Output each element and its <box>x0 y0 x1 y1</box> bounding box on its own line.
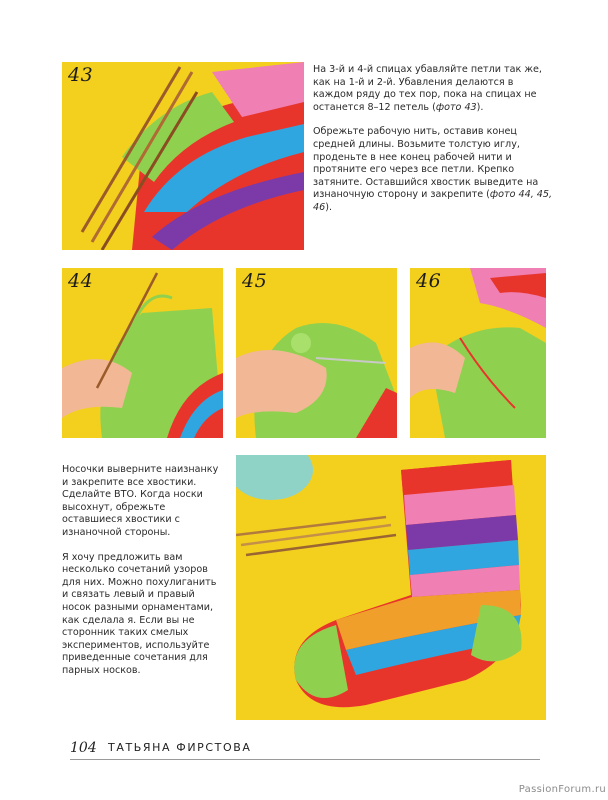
photo-45 <box>236 268 397 438</box>
photo-46-number: 46 <box>416 270 442 292</box>
photo-44-number: 44 <box>68 270 94 292</box>
photo-43 <box>62 62 304 250</box>
page-number: 104 <box>70 740 97 756</box>
photo-45-number: 45 <box>242 270 268 292</box>
photo-45-image <box>236 268 397 438</box>
pattern-suggestion-paragraph: Я хочу предложить вам несколько сочетаний узоров для них. Можно похулиганить и связать левый и правый носок разными орнаментами, как сделала я. Если вы не сторонник таких смелых экспериментов, используйте приведенные сочетания для парных носков. <box>62 551 217 676</box>
photo-44-image <box>62 268 223 438</box>
finishing-paragraph: Носочки выверните наизнанку и закрепите все хвостики. Сделайте ВТО. Когда носки высохнут, обрежьте оставшиеся хвостики с изнаночной стороны. <box>62 464 219 538</box>
watermark: PassionForum.ru <box>518 784 606 795</box>
finished-sock-photo <box>236 455 546 720</box>
finished-sock-image <box>236 455 546 720</box>
photo-43-number: 43 <box>68 64 94 86</box>
photo-46-image <box>410 268 546 438</box>
footer-divider <box>70 759 540 760</box>
photo-reference: фото 44, 45, 46 <box>313 189 553 213</box>
instruction-paragraph-2: Обрежьте рабочую нить, оставив конец средней длины. Возьмите толстую иглу, проденьте в нее конец рабочей нити и протяните его через все петли. Крепко затяните. Оставшийся хвостик выведите на изнаночную сторону и закрепите (фото 44, 45, 46). <box>313 126 553 213</box>
photo-43-image <box>62 62 304 250</box>
author-name: ТАТЬЯНА ФИРСТОВА <box>108 741 252 754</box>
instructions-top <box>313 64 553 227</box>
instructions-bottom <box>62 464 222 690</box>
photo-reference: фото 43 <box>435 101 477 113</box>
photo-46 <box>410 268 546 438</box>
instruction-paragraph-1: На 3-й и 4-й спицах убавляйте петли так же, как на 1-й и 2-й. Убавления делаются в каждом ряду до тех пор, пока на спицах не останется 8–12 петель (фото 43). <box>313 64 542 113</box>
photo-44 <box>62 268 223 438</box>
